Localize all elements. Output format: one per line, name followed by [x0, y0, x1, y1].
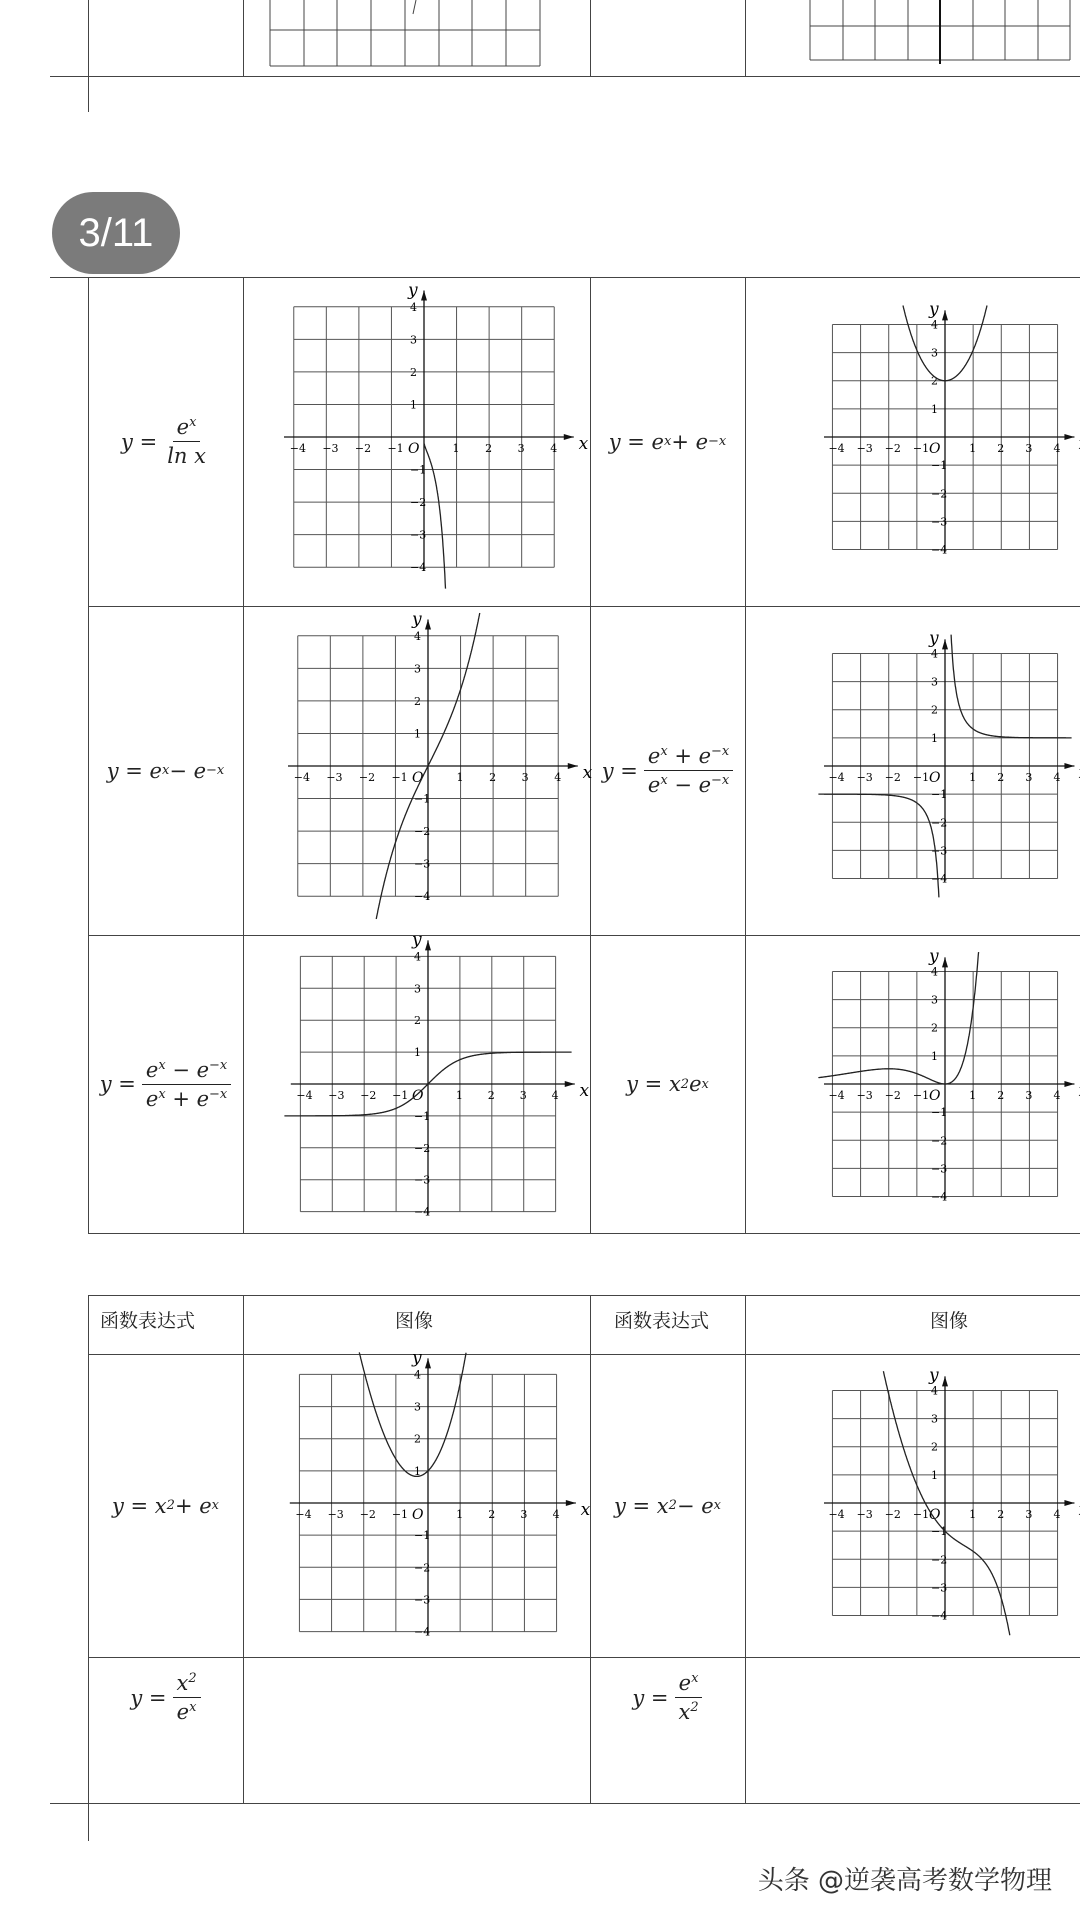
y-tick-label: 1 [414, 1464, 421, 1478]
x-tick-label: −4 [828, 442, 845, 455]
x-tick-label: 4 [554, 771, 562, 784]
x-tick-label: −1 [387, 442, 404, 455]
y-tick-label: 3 [414, 662, 421, 676]
y-axis-arrow [942, 957, 948, 967]
x-tick-label: 4 [551, 1089, 559, 1102]
origin-label: O [929, 441, 941, 457]
y-tick-label: −3 [931, 1581, 948, 1595]
x-tick-label: 2 [488, 1508, 496, 1521]
x-tick-label: 4 [1053, 771, 1061, 784]
y-tick-label: −3 [414, 1173, 431, 1187]
x-tick-label: 1 [456, 771, 464, 784]
y-tick-label: −2 [410, 496, 427, 510]
x-tick-label: 4 [1053, 442, 1061, 455]
x-tick-label: −4 [293, 771, 310, 784]
y-tick-label: −3 [931, 844, 948, 858]
x-tick-label: 2 [489, 771, 497, 784]
y-tick-label: 1 [414, 727, 421, 741]
x-tick-label: −2 [358, 771, 376, 784]
y-tick-label: 1 [931, 1468, 938, 1482]
formula-tanh: y = $\frac{e^x - e^{-x}}{e^x + e^{-x}}$ [88, 935, 243, 1233]
formula-x2ex: y = x 2 e x [626, 1072, 709, 1096]
partial-graph-top-left [270, 0, 540, 70]
graph-ex-over-lnx [258, 280, 589, 592]
y-axis-label: y [412, 609, 422, 630]
x-tick-label: −1 [392, 1089, 409, 1102]
y-tick-label: 3 [931, 1412, 938, 1426]
x-axis-arrow [1064, 1500, 1074, 1506]
origin-label: O [929, 1088, 941, 1104]
y-tick-label: 4 [410, 300, 417, 314]
table-border [243, 277, 244, 1233]
y-tick-label: −3 [414, 1593, 431, 1607]
x-tick-label: 2 [485, 442, 493, 455]
x-tick-label: −2 [884, 771, 901, 784]
y-tick-label: 4 [931, 647, 938, 661]
x-tick-label: 2 [997, 1508, 1005, 1521]
y-axis-label: y [408, 280, 418, 301]
table-border [745, 1295, 746, 1803]
formula-ex-plus-e-negx: y = e x + e −x [608, 429, 727, 454]
y-tick-label: −4 [931, 543, 948, 557]
x-tick-label: −3 [856, 1089, 873, 1102]
x-tick-label: −4 [289, 442, 306, 455]
x-tick-label: −2 [360, 1089, 377, 1102]
x-tick-label: 3 [521, 771, 529, 784]
y-tick-label: −1 [414, 792, 431, 806]
x-tick-label: 2 [997, 1089, 1005, 1102]
x-tick-label: 3 [1025, 1508, 1033, 1521]
y-axis-arrow [942, 1376, 948, 1386]
y-tick-label: −4 [931, 872, 948, 886]
y-tick-label: −3 [410, 528, 427, 542]
y-tick-label: 4 [931, 965, 938, 979]
origin-label: O [412, 1088, 424, 1104]
x-tick-label: −2 [359, 1508, 376, 1521]
y-tick-label: −1 [414, 1529, 431, 1543]
origin-label: O [929, 770, 941, 786]
y-axis-arrow [942, 310, 948, 320]
function-curve [359, 1352, 466, 1476]
graph-x2-minus-ex [798, 1358, 1080, 1648]
x-tick-label: −1 [912, 442, 930, 455]
y-tick-label: 3 [410, 333, 417, 347]
y-tick-label: −3 [931, 515, 948, 529]
x-tick-label: −3 [856, 1508, 873, 1521]
graph-ex-plus-e-negx [798, 282, 1080, 592]
y-tick-label: 3 [414, 982, 421, 996]
x-tick-label: 1 [969, 1089, 977, 1102]
origin-label: O [408, 441, 420, 457]
table-border [50, 1803, 1080, 1804]
y-tick-label: −2 [931, 1553, 948, 1567]
table-border [88, 1657, 1080, 1658]
x-tick-label: −4 [828, 1508, 845, 1521]
x-tick-label: 1 [456, 1508, 464, 1521]
y-tick-label: −2 [414, 1561, 431, 1575]
watermark-text: 头条 @逆袭高考数学物理 [757, 1866, 1052, 1896]
y-axis-label: y [929, 628, 939, 649]
page-number-badge: 3/11 [52, 192, 180, 274]
x-tick-label: −3 [856, 442, 873, 455]
table-border [745, 0, 746, 76]
x-tick-label: 3 [1025, 771, 1033, 784]
formula-x2-over-ex: y = $\frac{x^2}{e^x}$ [88, 1660, 243, 1735]
x-tick-label: 1 [969, 771, 977, 784]
x-tick-label: −3 [327, 1508, 344, 1521]
x-axis-arrow [1064, 1081, 1074, 1087]
y-tick-label: −1 [931, 788, 948, 802]
x-axis-arrow [568, 763, 578, 769]
x-tick-label: 1 [452, 442, 460, 455]
origin-label: O [412, 1507, 424, 1523]
graph-tanh [262, 930, 590, 1228]
x-axis-arrow [566, 1500, 576, 1506]
y-tick-label: −4 [410, 561, 427, 575]
formula-x2-minus-ex: y = x 2 − e x [614, 1493, 721, 1518]
table-border [88, 1295, 1080, 1296]
y-tick-label: 4 [931, 318, 938, 332]
partial-graph-top-right [810, 0, 1070, 64]
y-tick-label: 2 [410, 365, 417, 379]
y-tick-label: −1 [414, 1109, 431, 1123]
y-tick-label: −2 [931, 487, 948, 501]
y-axis-label: y [412, 930, 422, 951]
y-tick-label: −1 [931, 1525, 948, 1539]
x-tick-label: 3 [1025, 442, 1033, 455]
graph-ex-minus-e-negx [262, 609, 593, 921]
y-tick-label: −1 [931, 459, 948, 473]
graph-coth [798, 611, 1080, 921]
y-tick-label: 2 [931, 703, 938, 717]
x-tick-label: −1 [912, 1089, 930, 1102]
table-border [590, 0, 591, 76]
y-tick-label: 1 [931, 402, 938, 416]
y-tick-label: 3 [931, 993, 938, 1007]
x-axis-label: x [578, 434, 589, 454]
formula-ex-over-x2: y = $\frac{e^x}{x^2}$ [590, 1660, 745, 1735]
x-tick-label: −4 [296, 1089, 313, 1102]
y-tick-label: 2 [414, 1014, 421, 1028]
x-tick-label: −2 [354, 442, 372, 455]
y-tick-label: −2 [414, 1141, 431, 1155]
formula-ex-over-lnx: y = $\frac{e^x}{\text{ln x}}$ [121, 415, 206, 468]
graph-x2-plus-ex [262, 1348, 591, 1648]
table-border [88, 1233, 1080, 1234]
x-tick-label: 3 [1025, 1089, 1033, 1102]
y-tick-label: −4 [414, 1625, 431, 1639]
y-tick-label: 4 [931, 1384, 938, 1398]
table-border [243, 0, 244, 76]
table-border [243, 1295, 244, 1803]
x-tick-label: −1 [391, 1508, 409, 1521]
origin-label: O [412, 770, 424, 786]
x-tick-label: −4 [828, 771, 845, 784]
y-tick-label: 1 [931, 1049, 938, 1063]
x-tick-label: −3 [856, 771, 873, 784]
y-axis-arrow [425, 619, 431, 629]
y-tick-label: 4 [414, 950, 421, 964]
x-tick-label: 3 [520, 1508, 528, 1521]
table-border [88, 0, 89, 112]
formula-x2-plus-ex: y = x 2 + e x [112, 1493, 219, 1518]
y-tick-label: −2 [414, 825, 431, 839]
y-tick-label: 3 [414, 1400, 421, 1414]
y-axis-label: y [929, 946, 939, 967]
y-axis-label: y [929, 299, 939, 320]
x-tick-label: 2 [487, 1089, 495, 1102]
x-tick-label: −1 [391, 771, 408, 784]
y-tick-label: −2 [931, 1134, 948, 1148]
x-axis-arrow [1064, 434, 1074, 440]
graph-x2ex [798, 940, 1080, 1228]
x-tick-label: −4 [828, 1089, 845, 1102]
x-tick-label: −2 [884, 442, 901, 455]
header-image-left: 图像 [395, 1310, 434, 1332]
y-tick-label: 3 [931, 675, 938, 689]
header-image-right: 图像 [930, 1310, 969, 1332]
x-tick-label: 4 [1053, 1508, 1061, 1521]
x-tick-label: 1 [455, 1089, 463, 1102]
y-axis-label: y [412, 1348, 422, 1369]
x-tick-label: −3 [328, 1089, 345, 1102]
y-tick-label: −4 [931, 1609, 948, 1623]
y-tick-label: −1 [931, 1106, 948, 1120]
x-tick-label: 3 [517, 442, 525, 455]
x-axis-arrow [565, 1081, 575, 1087]
origin-label: O [929, 1507, 941, 1523]
x-tick-label: −1 [912, 771, 930, 784]
y-tick-label: −1 [410, 463, 427, 477]
x-tick-label: 4 [550, 442, 558, 455]
x-tick-label: 2 [997, 442, 1005, 455]
formula-coth: y = $\frac{e^x + e^{-x}}{e^x - e^{-x}}$ [590, 606, 745, 935]
y-tick-label: 4 [414, 629, 421, 643]
y-axis-arrow [942, 639, 948, 649]
header-formula-left: 函数表达式 [100, 1310, 196, 1332]
x-tick-label: 4 [1053, 1089, 1061, 1102]
y-tick-label: 1 [931, 731, 938, 745]
x-axis-arrow [564, 434, 574, 440]
x-tick-label: −4 [295, 1508, 312, 1521]
y-tick-label: 2 [931, 1021, 938, 1035]
x-axis-label: x [580, 1500, 591, 1520]
y-tick-label: 2 [414, 1432, 421, 1446]
y-tick-label: −4 [931, 1190, 948, 1204]
x-axis-arrow [1064, 763, 1074, 769]
x-tick-label: −3 [322, 442, 339, 455]
table-border [50, 76, 1080, 77]
x-tick-label: 4 [552, 1508, 560, 1521]
x-tick-label: −2 [884, 1508, 901, 1521]
y-tick-label: 2 [931, 374, 938, 388]
y-tick-label: 2 [414, 694, 421, 708]
x-tick-label: 2 [997, 771, 1005, 784]
x-tick-label: 1 [969, 442, 977, 455]
x-tick-label: 3 [519, 1089, 527, 1102]
y-tick-label: 3 [931, 346, 938, 360]
y-axis-arrow [421, 290, 427, 300]
y-tick-label: −3 [931, 1162, 948, 1176]
x-tick-label: −2 [884, 1089, 901, 1102]
y-tick-label: 1 [414, 1046, 421, 1060]
y-axis-arrow [425, 1358, 431, 1368]
y-tick-label: −4 [414, 890, 431, 904]
x-axis-label: x [582, 763, 593, 783]
x-tick-label: 1 [969, 1508, 977, 1521]
y-tick-label: −2 [931, 816, 948, 830]
y-tick-label: 2 [931, 1440, 938, 1454]
formula-ex-minus-e-negx: y = e x − e −x [106, 758, 225, 783]
y-tick-label: −3 [414, 857, 431, 871]
y-tick-label: 1 [410, 398, 417, 412]
x-tick-label: −3 [326, 771, 343, 784]
x-tick-label: −1 [912, 1508, 930, 1521]
x-axis-label: x [579, 1081, 590, 1101]
header-formula-right: 函数表达式 [614, 1310, 710, 1332]
y-tick-label: 4 [414, 1368, 421, 1382]
y-tick-label: −4 [414, 1205, 431, 1219]
table-border [745, 277, 746, 1233]
y-axis-label: y [929, 1365, 939, 1386]
y-axis-arrow [425, 940, 431, 950]
